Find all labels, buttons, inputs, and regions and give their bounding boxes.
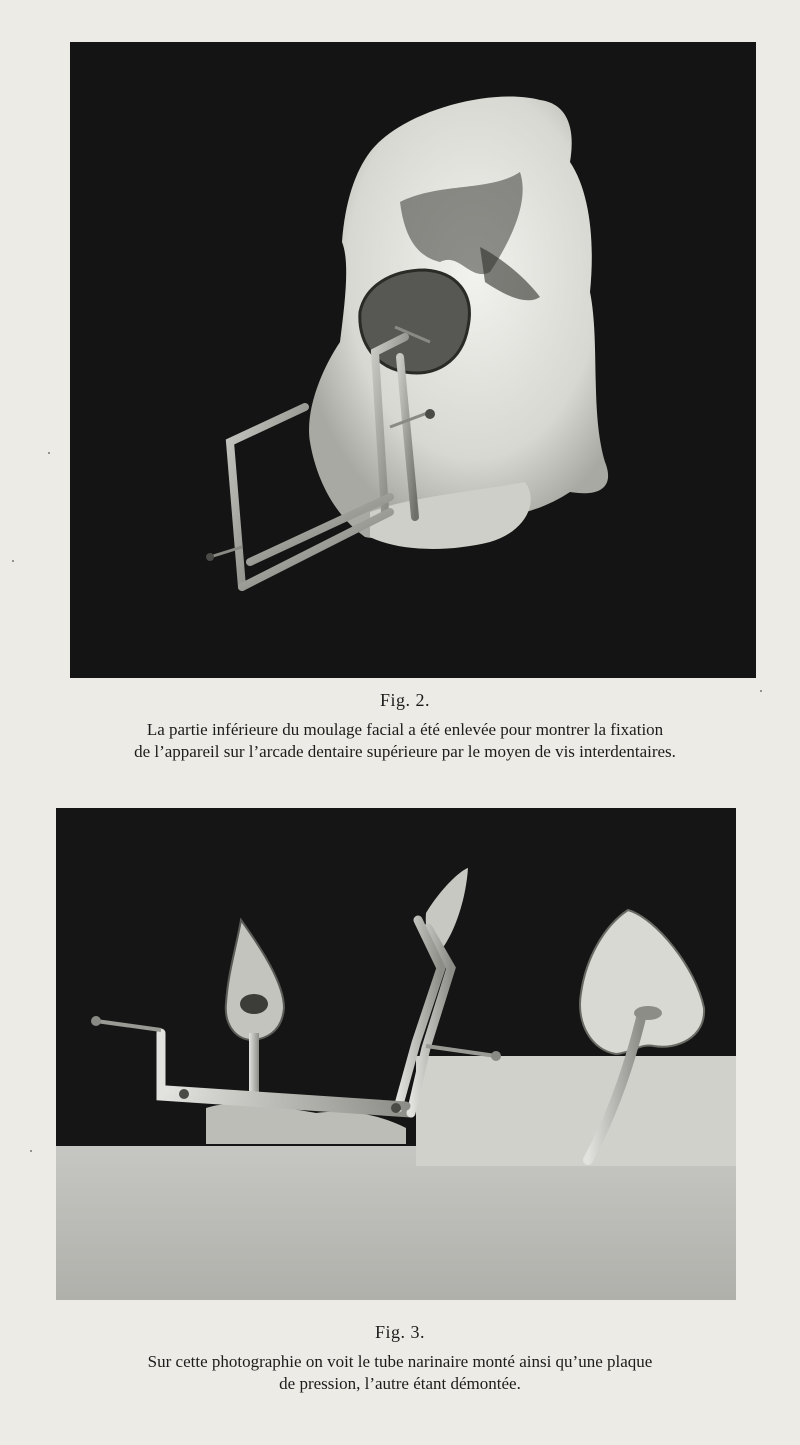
fig2-caption-block xyxy=(60,690,750,763)
paper-speck xyxy=(760,690,762,692)
fig2-label: Fig. 2. xyxy=(379,690,430,710)
fig2-face-cast-illustration xyxy=(70,42,756,678)
paper-speck xyxy=(30,1150,32,1152)
fig3-caption-block xyxy=(70,1322,730,1395)
fig2-caption-line1: La partie inférieure du moulage facial a été enlevée pour montrer la fixation xyxy=(146,720,664,739)
fig2-photograph xyxy=(70,42,756,678)
fig2-caption-line2: de l’appareil sur l’arcade dentaire supérieure par le moyen de vis interdentaires. xyxy=(134,742,676,761)
fig3-apparatus-illustration xyxy=(56,808,736,1300)
fig3-photograph xyxy=(56,808,736,1300)
paper-speck xyxy=(48,452,50,454)
fig3-caption-line1: Sur cette photographie on voit le tube narinaire monté ainsi qu’une plaque xyxy=(147,1352,653,1371)
paper-speck xyxy=(12,560,14,562)
fig3-caption-line2: de pression, l’autre étant démontée. xyxy=(279,1374,521,1393)
fig3-label: Fig. 3. xyxy=(374,1322,425,1342)
